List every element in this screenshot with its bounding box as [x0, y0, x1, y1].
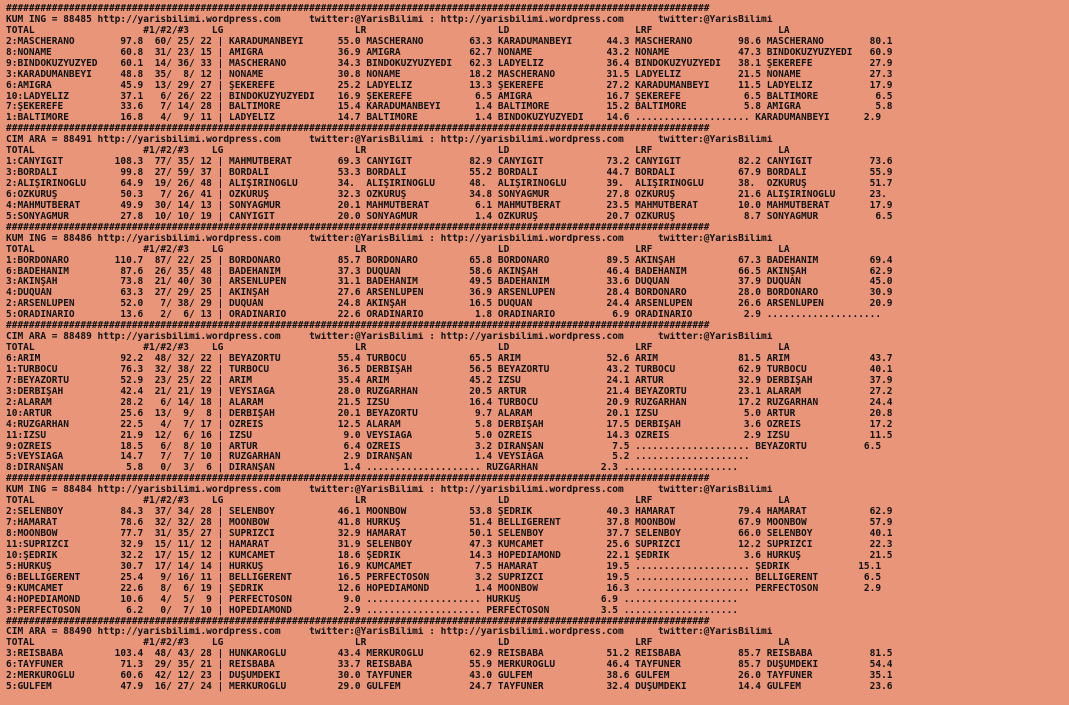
report-line: 2:ALİŞİRİNOĞLU 64.9 19/ 26/ 48 | ALİŞİRİNOĞLU 34. ALİŞİRİNOĞLU 48. ALİŞİRİNOĞLU 39. ALİŞİRİNOĞLU 38. ÖZKURUŞ 51.7 — [6, 179, 893, 189]
separator-line: ########################################################################################################################### — [6, 222, 710, 233]
report-line: KUM ING = 88486 http://yarisbilimi.wordpress.com twitter:@YarisBilimi : http://yarisbilimi.wordpress.com twitter:@YarisBilimi — [6, 233, 773, 244]
report-line: 9:KUMCAMET 22.6 8/ 6/ 19 | ŞEDRİK 12.6 HOPEDİAMOND 1.4 MOONBOW 16.3 .................... PERFECTOSON 2.9 — [6, 583, 882, 594]
report-line: 1:BALTIMORE 16.8 4/ 9/ 11 | LADYELİZ 14.7 BALTIMORE 1.4 BİNDOKUZYÜZYEDİ 14.6 .................... KARADUMANBEYİ 2.9 — [6, 113, 882, 124]
report-line: TOTAL #1/#2/#3 LG LR LD LRF LA — [6, 146, 790, 157]
report-line: 2:MERKÜROĞLU 60.6 42/ 12/ 23 | DÜŞÜMDEKİ 30.0 TAYFUNER 43.0 GÜLFEM 38.6 GÜLFEM 26.0 TAYFUNER 35.1 — [6, 671, 893, 682]
report-line: 10:LADYELİZ 37.1 6/ 26/ 22 | BİNDOKUZYÜZYEDİ 16.9 ŞEKEREFE 6.5 AMIGRA 16.7 ŞEKEREFE 6.5 BALTIMORE 6.5 — [6, 91, 893, 102]
report-line: 6:BELLİGERENT 25.4 9/ 16/ 11 | BELLİGERENT 16.5 PERFECTOSON 3.2 SÜPRİZCİ 19.5 .................... BELLİGERENT 6.5 — [6, 572, 882, 583]
report-line: 1:TURBOCU 76.3 32/ 38/ 22 | TURBOCU 36.5 DERBİŞAH 56.5 BEYAZÖRTÜ 43.2 TURBOCU 62.9 TURBOCU 40.1 — [6, 364, 893, 375]
report-line: CIM ARA = 88491 http://yarisbilimi.wordpress.com twitter:@YarisBilimi : http://yarisbilimi.wordpress.com twitter:@YarisBilimi — [6, 135, 773, 146]
report-line: 2:SELENBOY 84.3 37/ 34/ 28 | SELENBOY 46.1 MOONBOW 53.8 ŞEDRİK 40.3 HAMARAT 79.4 HAMARAT 62.9 — [6, 507, 893, 518]
report-line: 7:ŞEKEREFE 33.6 7/ 14/ 28 | BALTIMORE 15.4 KARADUMANBEYİ 1.4 BALTIMORE 15.2 BALTIMORE 5.8 AMIGRA 5.8 — [6, 102, 893, 113]
report-line: 10:ARTUR 25.6 13/ 9/ 8 | DERBİŞAH 20.1 BEYAZÖRTÜ 9.7 ALARAM 20.1 İZSU 5.0 ARTUR 20.8 — [6, 408, 893, 419]
report-line: 8:NONAME 60.8 31/ 23/ 15 | AMIGRA 36.9 AMIGRA 62.7 NONAME 43.2 NONAME 47.3 BİNDOKUZYÜZYEDİ 60.9 — [6, 47, 893, 58]
report-line: 7:BEYAZÖRTÜ 52.9 23/ 25/ 22 | ARIM 35.4 ARIM 45.2 İZSU 24.1 ARTUR 32.9 DERBİŞAH 37.9 — [6, 375, 893, 386]
report-line: 4:HOPEDİAMOND 10.6 4/ 5/ 9 | PERFECTOSON 9.0 .................... HÜRKUŞ 6.9 .................... — [6, 594, 739, 605]
report-line: 6:TAYFUNER 71.3 29/ 35/ 21 | REİSBABA 33.7 REİSBABA 55.9 MERKÜROĞLU 46.4 TAYFUNER 85.7 DÜŞÜMDEKİ 54.4 — [6, 660, 893, 671]
separator-line: ########################################################################################################################### — [6, 321, 710, 332]
report-line: KUM ING = 88484 http://yarisbilimi.wordpress.com twitter:@YarisBilimi : http://yarisbilimi.wordpress.com twitter:@YarisBilimi — [6, 485, 773, 496]
report-line: CIM ARA = 88490 http://yarisbilimi.wordpress.com twitter:@YarisBilimi : http://yarisbilimi.wordpress.com twitter:@YarisBilimi — [6, 627, 773, 638]
separator-line: ########################################################################################################################### — [6, 124, 710, 135]
report-line: 1:CANYİĞİT 108.3 77/ 35/ 12 | MAHMUTBERAT 69.3 CANYİĞİT 82.9 CANYİĞİT 73.2 CANYİĞİT 82.2 CANYİĞİT 73.6 — [6, 157, 893, 168]
separator-line: ########################################################################################################################### — [6, 4, 710, 14]
report-line: 2:ALARAM 28.2 6/ 14/ 18 | ALARAM 21.5 İZSU 16.4 TURBOCU 20.9 RÜZGARHAN 17.2 RÜZGARHAN 24.4 — [6, 397, 893, 408]
report-line: TOTAL #1/#2/#3 LG LR LD LRF LA — [6, 343, 790, 354]
report-line: 10:ŞEDRİK 32.2 17/ 15/ 12 | KUMCAMET 18.6 ŞEDRİK 14.3 HOPEDİAMOND 22.1 ŞEDRİK 3.6 HÜRKUŞ 21.5 — [6, 550, 893, 561]
report-line: 4:DUQUAN 63.3 27/ 29/ 25 | AKINŞAH 27.6 ARSENLUPEN 36.9 ARSENLUPEN 28.4 BORDONARO 28.0 BORDONARO 30.9 — [6, 288, 893, 299]
report-line: 5:ORADINARIO 13.6 2/ 6/ 13 | ORADINARIO 22.6 ORADINARIO 1.8 ORADINARIO 6.9 ORADINARIO 2.9 .................... — [6, 310, 882, 321]
report-line: 6:ÖZKURUŞ 50.3 7/ 26/ 41 | ÖZKURUŞ 32.3 ÖZKURUŞ 34.8 SONYAĞMUR 27.8 ÖZKURUŞ 21.6 ALİŞİRİNOĞLU 23. — [6, 189, 887, 200]
report-line: 8:DİRANŞAN 5.8 0/ 3/ 6 | DİRANŞAN 1.4 .................... RÜZGARHAN 2.3 .................... — [6, 463, 739, 474]
report-line: 9:ÖZREİS 18.5 6/ 8/ 10 | ARTUR 6.4 ÖZREİS 3.2 DİRANŞAN 7.5 .................... BEYAZÖRTÜ 6.5 — [6, 441, 882, 452]
report-line: 5:SONYAĞMUR 27.8 10/ 10/ 19 | CANYİĞİT 20.0 SONYAĞMUR 1.4 ÖZKURUŞ 20.7 ÖZKURUŞ 8.7 SONYAĞMUR 6.5 — [6, 211, 893, 222]
report-line: 11:İZSU 21.9 12/ 6/ 16 | İZSU 9.0 VEYSİAĞA 5.0 ÖZREİS 14.3 ÖZREİS 2.9 İZSU 11.5 — [6, 430, 893, 441]
report-line: 5:HÜRKUŞ 30.7 17/ 14/ 14 | HÜRKUŞ 16.9 KUMCAMET 7.5 HAMARAT 19.5 .................... ŞEDRİK 15.1 — [6, 561, 882, 572]
report-line: 8:MOONBOW 77.7 31/ 35/ 27 | SÜPRİZCİ 32.9 HAMARAT 50.1 SELENBOY 37.7 SELENBOY 66.0 SELENBOY 40.1 — [6, 529, 893, 539]
report-line: TOTAL #1/#2/#3 LG LR LD LRF LA — [6, 244, 790, 255]
report-line: 6:BADEHANIM 87.6 26/ 35/ 48 | BADEHANIM 37.3 DUQUAN 58.6 AKINŞAH 46.4 BADEHANIM 66.5 AKINŞAH 62.9 — [6, 266, 893, 277]
report-line: 3:DERBİŞAH 42.4 21/ 21/ 19 | VEYSİAĞA 28.0 RÜZGARHAN 20.5 ARTUR 21.4 BEYAZÖRTÜ 23.1 ALARAM 27.2 — [6, 386, 893, 397]
report-line: TOTAL #1/#2/#3 LG LR LD LRF LA — [6, 638, 790, 649]
report-line: 1:BORDONARO 110.7 87/ 22/ 25 | BORDONARO 85.7 BORDONARO 65.8 BORDONARO 89.5 AKINŞAH 67.3 BADEHANIM 69.4 — [6, 255, 893, 266]
report-line: 6:AMIGRA 45.9 13/ 29/ 27 | ŞEKEREFE 25.2 LADYELİZ 13.3 ŞEKEREFE 27.2 KARADUMANBEYİ 11.5 LADYELİZ 17.9 — [6, 80, 893, 91]
report-line: 2:MASCHERANO 97.8 60/ 25/ 22 | KARADUMANBEYİ 55.0 MASCHERANO 63.3 KARADUMANBEYİ 44.3 MASCHERANO 98.6 MASCHERANO 80.1 — [6, 36, 893, 47]
report-line: 3:PERFECTOSON 6.2 0/ 7/ 10 | HOPEDİAMOND 2.9 .................... PERFECTOSON 3.5 .................... — [6, 605, 739, 616]
report-line: KUM ING = 88485 http://yarisbilimi.wordpress.com twitter:@YarisBilimi : http://yarisbilimi.wordpress.com twitter:@YarisBilimi — [6, 14, 773, 25]
report-line: CIM ARA = 88489 http://yarisbilimi.wordpress.com twitter:@YarisBilimi : http://yarisbilimi.wordpress.com twitter:@YarisBilimi — [6, 332, 773, 343]
report-line: 5:GÜLFEM 47.9 16/ 27/ 24 | MERKÜROĞLU 29.0 GÜLFEM 24.7 TAYFUNER 32.4 DÜŞÜMDEKİ 14.4 GÜLFEM 23.6 — [6, 682, 893, 693]
report-line: 7:HAMARAT 78.6 32/ 32/ 28 | MOONBOW 41.8 HÜRKUŞ 51.4 BELLİGERENT 37.8 MOONBOW 67.9 MOONBOW 57.9 — [6, 518, 893, 529]
report-line: 6:ARIM 92.2 48/ 32/ 22 | BEYAZÖRTÜ 55.4 TURBOCU 65.5 ARIM 52.6 ARIM 81.5 ARIM 43.7 — [6, 354, 893, 364]
separator-line: ########################################################################################################################### — [6, 474, 710, 485]
report-line: 4:RÜZGARHAN 22.5 4/ 7/ 17 | ÖZREİS 12.5 ALARAM 5.8 DERBİŞAH 17.5 DERBİŞAH 3.6 ÖZREİS 17.2 — [6, 419, 893, 430]
report-line: 3:BORDALI 99.8 27/ 59/ 37 | BORDALI 53.3 BORDALI 55.2 BORDALI 44.7 BORDALI 67.9 BORDALI 55.9 — [6, 168, 893, 179]
report-line: 5:VEYSİAĞA 14.7 7/ 7/ 10 | RÜZGARHAN 2.9 DİRANŞAN 1.4 VEYSİAĞA 5.2 .................... — [6, 452, 750, 463]
report-line: 2:ARSENLUPEN 52.0 7/ 38/ 29 | DUQUAN 24.8 AKINŞAH 16.5 DUQUAN 24.4 ARSENLUPEN 26.6 ARSENLUPEN 20.9 — [6, 299, 893, 310]
report-line: 3:AKINŞAH 73.8 21/ 40/ 30 | ARSENLUPEN 31.1 BADEHANIM 49.5 BADEHANIM 33.6 DUQUAN 37.9 DUQUAN 45.0 — [6, 277, 893, 288]
report-line: 3:REİSBABA 103.4 48/ 43/ 28 | HÜNKAROĞLU 43.4 MERKÜROĞLU 62.9 REİSBABA 51.2 REİSBABA 85.7 REİSBABA 81.5 — [6, 649, 893, 660]
report-line: TOTAL #1/#2/#3 LG LR LD LRF LA — [6, 25, 790, 36]
report-line: TOTAL #1/#2/#3 LG LR LD LRF LA — [6, 496, 790, 507]
report-line: 9:BİNDOKUZYÜZYED 60.1 14/ 36/ 33 | MASCHERANO 34.3 BİNDOKUZYÜZYEDİ 62.3 LADYELİZ 36.4 BİNDOKUZYÜZYEDİ 38.1 ŞEKEREFE 27.9 — [6, 58, 893, 69]
report-line: 3:KARADUMANBEYİ 48.8 35/ 8/ 12 | NONAME 30.8 NONAME 18.2 MASCHERANO 31.5 LADYELİZ 21.5 NONAME 27.3 — [6, 69, 893, 80]
report-line: 11:SÜPRİZCİ 32.9 15/ 11/ 12 | HAMARAT 31.9 SELENBOY 47.3 KUMCAMET 25.6 SÜPRİZCİ 12.2 SÜPRİZCİ 22.3 — [6, 539, 893, 550]
report-line: 4:MAHMUTBERAT 49.9 30/ 14/ 13 | SONYAĞMUR 20.1 MAHMUTBERAT 6.1 MAHMUTBERAT 23.5 MAHMUTBERAT 10.0 MAHMUTBERAT 17.9 — [6, 200, 893, 211]
separator-line: ########################################################################################################################### — [6, 616, 710, 627]
